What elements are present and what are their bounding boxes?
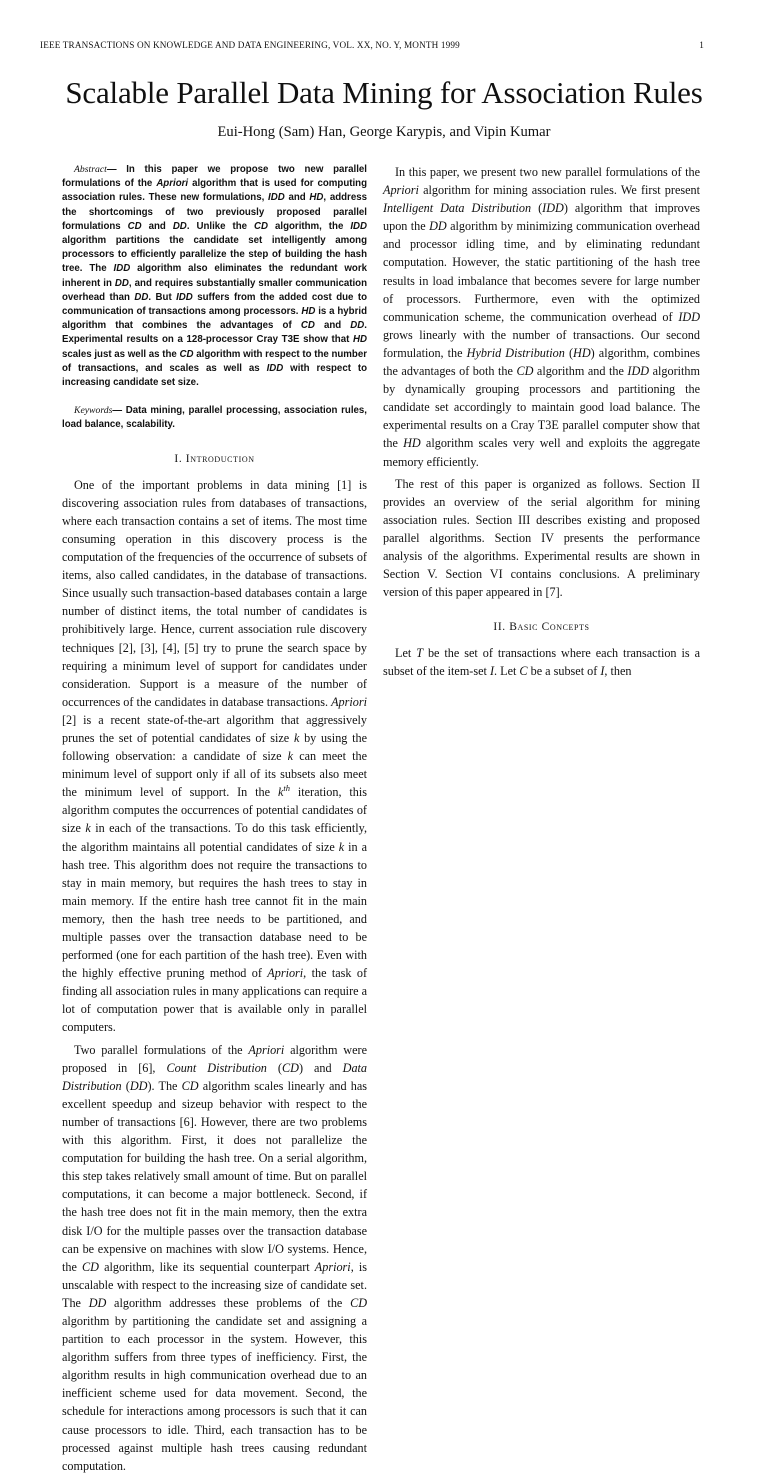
abstract: Abstract— In this paper we propose two new parallel formulations of the Apriori algorithm that is used for computing association rules. These new formulations, IDD and HD, address the shortcomings of two previously proposed parallel formulations CD and DD. Unlike the CD algorithm, the IDD algorithm partitions the candidate set intelligently among processors to efficiently parallelize the step of building the hash tree. The IDD algorithm also eliminates the redundant work inherent in DD, and requires substantially smaller communication overhead than DD. But IDD suffers from the added cost due to communication of transactions among processors. HD is a hybrid algorithm that combines the advantages of CD and DD. Experimental results on a 128-processor Cray T3E show that HD scales just as well as the CD algorithm with respect to the number of transactions, and scales as well as IDD with respect to increasing candidate set size. [62,164,368,389]
section-heading-introduction: I. Introduction [174,452,255,465]
intro-paragraph-3: In this paper, we present two new parallel formulations of the Apriori algorithm for mining association rules. We first present Intelligent Data Distribution (IDD) algorithm that improves upon the DD algorithm by minimizing communication overhead and processor idling time, and by eliminating redundant computation. However, the static partitioning of the hash tree results in load imbalance that becomes severe for large number of processors. Furthermore, even with the optimized communication scheme, the communication overhead of IDD grows linearly with the number of transactions. Our second formulation, the Hybrid Distribution (HD) algorithm, combines the advantages of both the CD algorithm and the IDD algorithm by dynamically grouping processors and partitioning the candidate set accordingly to maintain good load balance. The experimental results on a Cray T3E parallel computer show that the HD algorithm scales very well and exploits the aggregate memory efficiently. [383,165,701,469]
abstract-label: Abstract [74,164,107,175]
page-number: 1 [699,40,704,50]
journal-name: IEEE TRANSACTIONS ON KNOWLEDGE AND DATA ENGINEERING, VOL. XX, NO. Y, MONTH 1999 [40,40,460,50]
basic-concepts-paragraph-1: Let T be the set of transactions where each transaction is a subset of the item-set I. Let C be a subset of I, then [383,646,700,679]
intro-paragraph-1: One of the important problems in data mining [1] is discovering association rules from databases of transactions, where each transaction contains a set of items. The most time consuming operation in this discovery process is the computation of the frequencies of the occurrence of subsets of items, also called candidates, in the database of transactions. Since usually such transaction-based databases contain a large number of distinct items, the total number of candidates is prohibitively large. Hence, current association rule discovery techniques [2], [3], [4], [5] try to prune the search space by requiring a minimum level of support for candidates under consideration. Support is a measure of the number of occurrences of the candidates in database transactions. Apriori [2] is a recent state-of-the-art algorithm that aggressively prunes the set of potential candidates of size k by using the following observation: a candidate of size k can meet the minimum level of support only if all of its subsets also meet the minimum level of support. In the $k^{th}$ iteration, this algorithm computes the occurrences of potential candidates of size k in each of the transactions. To do this task efficiently, the algorithm maintains all potential candidates of size k in a hash tree. This algorithm does not require the transactions to stay in main memory, but requires the hash trees to stay in main memory. If the entire hash tree cannot fit in the main memory, then the hash tree needs to be partitioned, and multiple passes over the transaction database need to be performed (one for each partition of the hash tree). Even with the highly effective pruning method of Apriori, the task of finding all association rules in many applications can require a lot of computation power that is available only in parallel computers. [62,477,368,1035]
paper-title: Scalable Parallel Data Mining for Association Rules [65,75,703,110]
right-column [383,163,700,680]
running-head [40,40,704,54]
paper-authors: Eui-Hong (Sam) Han, George Karypis, and Vipin Kumar [217,124,551,140]
intro-paragraph-2: Two parallel formulations of the Apriori algorithm were proposed in [6], Count Distribution (CD) and Data Distribution (DD). The CD algorithm scales linearly and has excellent speedup and sizeup behavior with respect to the number of transactions [6]. However, there are two problems with this algorithm. First, it does not parallelize the computation for building the hash tree. On a serial algorithm, this step takes relatively small amount of time. But on parallel computations, it can become a major bottleneck. Second, if the hash tree does not fit in the main memory, then the extra disk I/O for the multiple passes over the transaction database can be expensive on machines with slow I/O systems. Hence, the CD algorithm, like its sequential counterpart Apriori, is unscalable with respect to the increasing size of candidate set. The DD algorithm addresses these problems of the CD algorithm by partitioning the candidate set and assigning a partition to each processor in the system. However, this algorithm suffers from three types of inefficiency. First, the algorithm results in high communication overhead due to an inefficient scheme used for data movement. Second, the schedule for interactions among processors is such that it can cause processors to idle. Third, each transaction has to be processed against multiple hash trees causing redundant computation. [62,1042,368,1473]
keywords: Keywords— Data mining, parallel processing, association rules, load balance, scalability. [62,405,367,431]
section-heading-basic-concepts: II. Basic Concepts [493,621,590,634]
left-column [62,163,367,1475]
keywords-label: Keywords [74,405,113,417]
intro-paragraph-4: The rest of this paper is organized as follows. Section II provides an overview of the serial algorithm for mining association rules. Section III describes existing and proposed parallel algorithms. Section IV presents the performance analysis of the algorithms. Experimental results are shown in Section V. Section VI contains conclusions. A preliminary version of this paper appeared in [7]. [383,476,700,600]
